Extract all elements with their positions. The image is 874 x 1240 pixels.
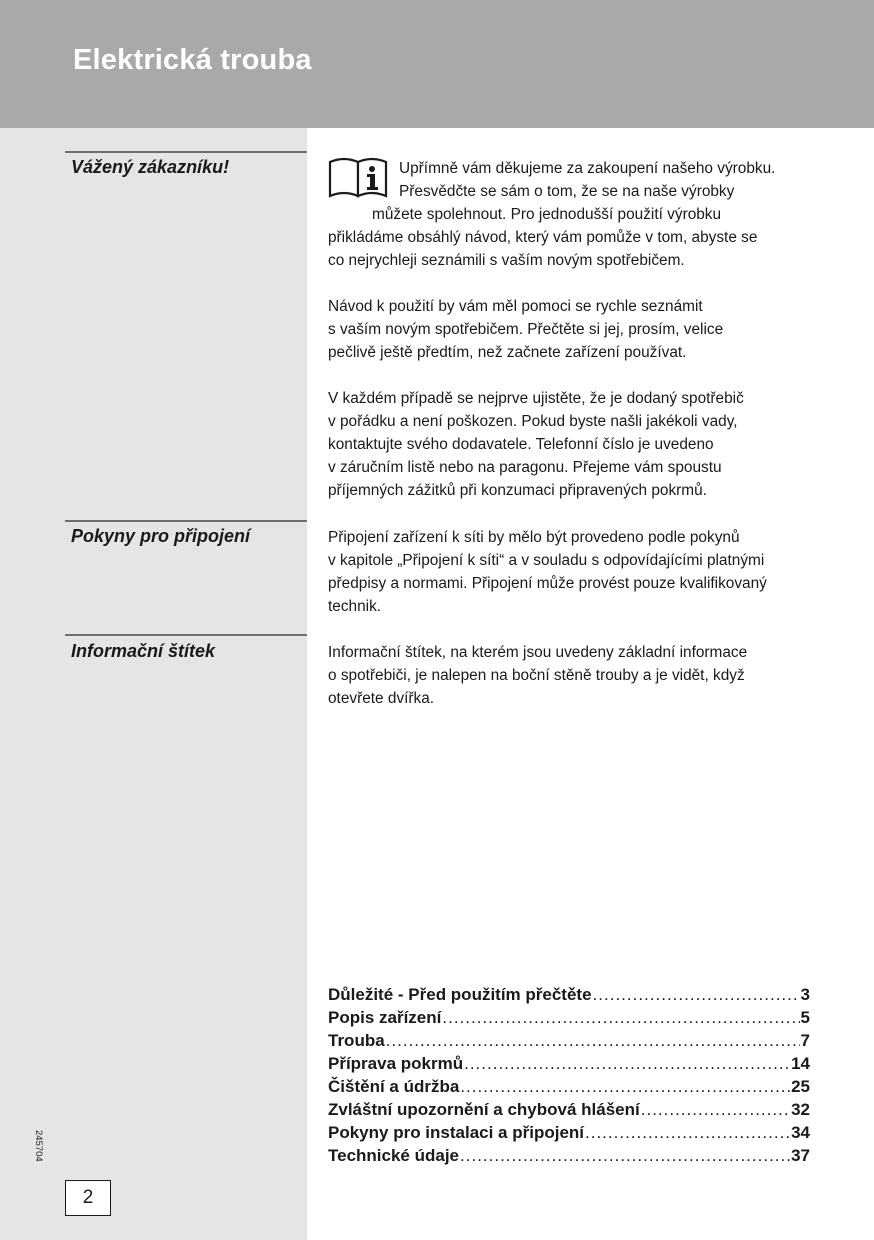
toc-entry-label: Popis zařízení	[328, 1008, 442, 1027]
toc-entry[interactable]	[328, 985, 810, 1008]
toc-entry-page: 37	[791, 1146, 810, 1165]
toc-leader-dots	[442, 1008, 799, 1028]
text-line: Upřímně vám děkujeme za zakoupení našeho výrobku.	[399, 160, 776, 177]
intro-paragraph	[328, 157, 828, 272]
toc-entry-page: 34	[791, 1123, 810, 1142]
text-line: technik.	[328, 598, 382, 615]
toc-leader-dots	[593, 985, 800, 1005]
text-line: Přesvědčte se sám o tom, že se na naše výrobky	[399, 183, 735, 200]
page-header	[0, 0, 874, 128]
text-line: co nejrychleji seznámili s vaším novým spotřebičem.	[328, 252, 685, 269]
toc-entry-page: 25	[791, 1077, 810, 1096]
toc-entry-label: Trouba	[328, 1031, 385, 1050]
toc-entry[interactable]	[328, 1008, 810, 1031]
toc-entry[interactable]	[328, 1031, 810, 1054]
toc-entry-page: 14	[791, 1054, 810, 1073]
toc-leader-dots	[641, 1100, 790, 1120]
text-line: Připojení zařízení k síti by mělo být provedeno podle pokynů	[328, 529, 740, 546]
text-line: Informační štítek, na kterém jsou uvedeny základní informace	[328, 644, 748, 661]
section-title-dear-customer: Vážený zákazníku!	[71, 157, 230, 177]
text-line: přikládáme obsáhlý návod, který vám pomůže v tom, abyste se	[328, 229, 758, 246]
section-divider	[65, 151, 307, 153]
section-divider	[65, 634, 307, 636]
text-line: v záručním listě nebo na paragonu. Přejeme vám spoustu	[328, 459, 722, 476]
toc-entry-label: Čištění a údržba	[328, 1077, 460, 1096]
toc-entry-label: Technické údaje	[328, 1146, 460, 1165]
toc-entry[interactable]	[328, 1146, 810, 1169]
text-line: předpisy a normami. Připojení může provést pouze kvalifikovaný	[328, 575, 767, 592]
manual-paragraph	[328, 295, 828, 364]
toc-entry-label: Důležité - Před použitím přečtěte	[328, 985, 592, 1004]
toc-entry[interactable]	[328, 1123, 810, 1146]
toc-entry[interactable]	[328, 1054, 810, 1077]
text-line: příjemných zážitků při konzumaci připravených pokrmů.	[328, 482, 707, 499]
check-paragraph	[328, 387, 828, 502]
text-line: o spotřebiči, je nalepen na boční stěně trouby a je vidět, když	[328, 667, 745, 684]
toc-leader-dots	[460, 1146, 790, 1166]
toc-entry-label: Příprava pokrmů	[328, 1054, 464, 1073]
toc-entry[interactable]	[328, 1077, 810, 1100]
text-line: Návod k použití by vám měl pomoci se rychle seznámit	[328, 298, 703, 315]
toc-entry-label: Pokyny pro instalaci a připojení	[328, 1123, 585, 1142]
page-title: Elektrická trouba	[73, 44, 312, 76]
table-of-contents	[328, 985, 810, 1169]
rating-label-paragraph	[328, 641, 828, 710]
document-code: 245704	[33, 1130, 44, 1162]
text-line: v pořádku a není poškozen. Pokud byste našli jakékoli vady,	[328, 413, 738, 430]
toc-leader-dots	[460, 1077, 790, 1097]
page-number: 2	[65, 1180, 111, 1216]
toc-entry-page: 7	[800, 1031, 810, 1050]
text-line: kontaktujte svého dodavatele. Telefonní číslo je uvedeno	[328, 436, 714, 453]
text-line: otevřete dvířka.	[328, 690, 435, 707]
toc-entry[interactable]	[328, 1100, 810, 1123]
toc-entry-page: 5	[800, 1008, 810, 1027]
toc-entry-page: 3	[800, 985, 810, 1004]
toc-leader-dots	[464, 1054, 790, 1074]
connection-paragraph	[328, 526, 828, 618]
section-divider	[65, 520, 307, 522]
text-line: V každém případě se nejprve ujistěte, že je dodaný spotřebič	[328, 390, 744, 407]
left-sidebar-column	[0, 128, 307, 1240]
text-line: s vaším novým spotřebičem. Přečtěte si jej, prosím, velice	[328, 321, 724, 338]
toc-entry-label: Zvláštní upozornění a chybová hlášení	[328, 1100, 640, 1119]
toc-entry-page: 32	[791, 1100, 810, 1119]
text-line: v kapitole „Připojení k síti“ a v souladu s odpovídajícími platnými	[328, 552, 765, 569]
toc-leader-dots	[585, 1123, 790, 1143]
text-line: pečlivě ještě předtím, než začnete zařízení používat.	[328, 344, 687, 361]
section-title-rating-label: Informační štítek	[71, 641, 216, 661]
toc-leader-dots	[386, 1031, 800, 1051]
section-title-connection: Pokyny pro připojení	[71, 526, 251, 546]
text-line: můžete spolehnout. Pro jednodušší použití výrobku	[372, 206, 722, 223]
